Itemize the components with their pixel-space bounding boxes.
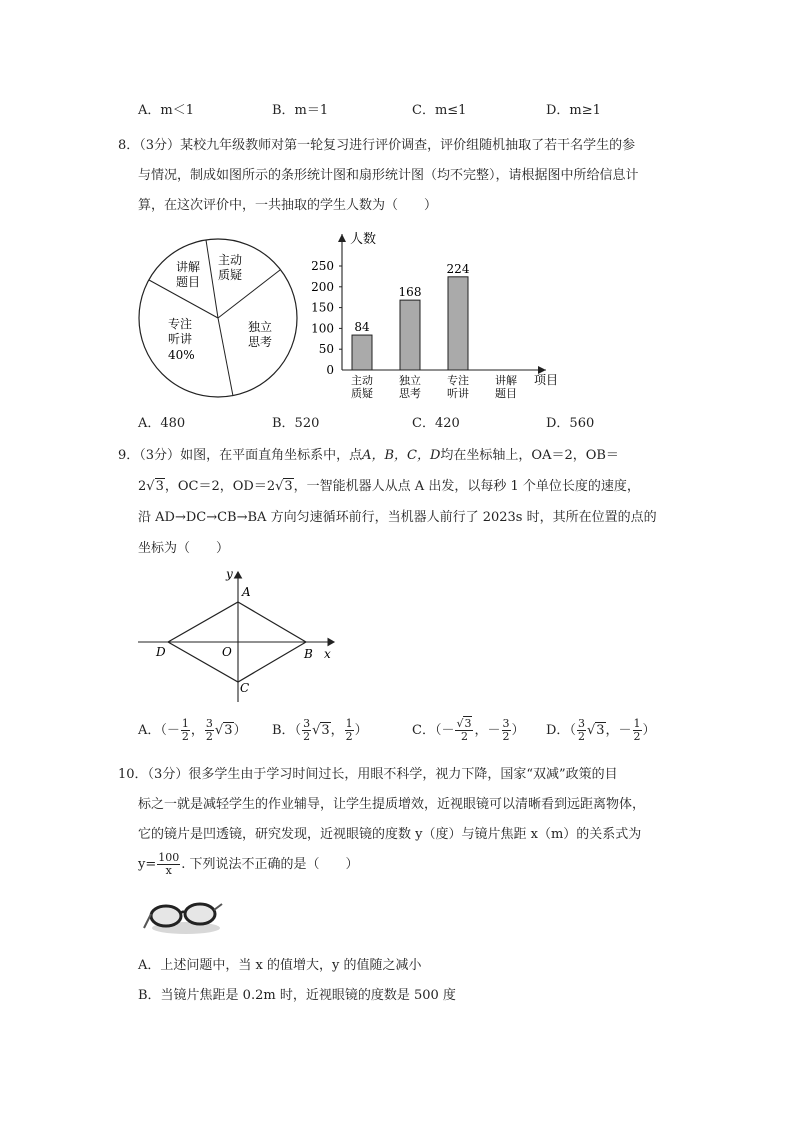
q9-option-d: D．（ $\frac{3}{2}$ √3，－ $\frac{1}{2}$ ） (546, 717, 656, 743)
q9-stem-line1: 9．（3分）如图，在平面直角坐标系中，点A，B，C，D均在坐标轴上，OA＝2，OB＝ (118, 448, 619, 463)
x-tick-label: 讲解 (495, 374, 517, 387)
y-axis-label: 人数 (350, 232, 377, 247)
q10-stem-line4: y= $\frac{100}{x}$ . 下列说法不正确的是（ ） (138, 851, 359, 877)
pie-label: 40% (168, 348, 195, 362)
x-tick-label: 主动 (351, 374, 373, 387)
q9-stem-line2: 2√3，OC＝2，OD＝2√3，一智能机器人从点 A 出发，以每秒 1 个单位长度的速度， (138, 479, 640, 494)
pie-label: 主动 (218, 253, 243, 267)
q10-stem-line1: 10．（3分）很多学生由于学习时间过长，用眼不科学，视力下降，国家“双减”政策的目 (118, 767, 618, 782)
q9-option-c: C．（－ $\frac{√3}{2}$ ，－ $\frac{3}{2}$ ） (412, 717, 525, 743)
x-tick-label: 质疑 (351, 387, 373, 400)
label-c: C (240, 681, 250, 695)
label-d: D (156, 645, 166, 659)
pie-label: 讲解 (176, 260, 201, 274)
bar-data-label: 224 (446, 261, 470, 276)
label-x: x (324, 647, 331, 661)
pie-label: 题目 (176, 275, 201, 289)
q8-option-b: B．520 (272, 416, 320, 431)
pie-divider (218, 318, 233, 396)
label-y: y (226, 567, 233, 581)
glasses-lens-left (151, 906, 181, 926)
x-tick-label: 专注 (447, 374, 469, 387)
y-axis-arrow (338, 234, 346, 242)
q10-option-a: A．上述问题中，当 x 的值增大，y 的值随之减小 (138, 958, 422, 973)
glasses-temple (214, 904, 222, 910)
label-b: B (304, 647, 313, 661)
q10-option-b: B．当镜片焦距是 0.2m 时，近视眼镜的度数是 500 度 (138, 988, 456, 1003)
q9-option-a: A．（－ $\frac{1}{2}$ ， $\frac{3}{2}$ √3） (138, 717, 247, 743)
q8-option-d: D．560 (546, 416, 595, 431)
y-tick-label: 50 (318, 342, 334, 357)
q7-option-c: C．m≤1 (412, 103, 467, 118)
q9-stem-line3: 沿 AD→DC→CB→BA 方向匀速循环前行，当机器人前行了 2023s 时，其所在位置的点的 (138, 510, 657, 525)
bar (352, 335, 372, 370)
q10-stem-line2: 标之一就是减轻学生的作业辅导，让学生提质增效，近视眼镜可以清晰看到远距离物体， (138, 797, 646, 812)
q7-option-a: A．m＜1 (138, 103, 194, 118)
q7-option-d: D．m≥1 (546, 103, 601, 118)
bar-data-label: 84 (354, 320, 370, 335)
glasses-bridge (180, 912, 186, 914)
x-tick-label: 思考 (399, 387, 421, 400)
glasses-image (142, 898, 224, 936)
pie-label: 思考 (248, 335, 273, 349)
q8-stem-line2: 与情况，制成如图所示的条形统计图和扇形统计图（均不完整），请根据图中所给信息计 (138, 168, 639, 183)
label-o: O (222, 645, 232, 659)
x-tick-label: 听讲 (447, 387, 469, 400)
pie-label: 质疑 (218, 268, 243, 282)
y-tick-label: 200 (311, 279, 334, 294)
label-a: A (242, 585, 251, 599)
pie-label: 独立 (248, 320, 273, 334)
q10-stem-line3: 它的镜片是凹透镜，研究发现，近视眼镜的度数 y（度）与镜片焦距 x（m）的关系式为 (138, 827, 642, 842)
bar (400, 300, 420, 370)
glasses-temple (144, 914, 151, 928)
y-tick-label: 100 (311, 321, 334, 336)
bar-data-label: 168 (398, 285, 422, 300)
q8-number: 8．（3分）某校九年级教师对第一轮复习进行评价调查，评价组随机抽取了若干名学生的参 (118, 138, 636, 153)
q9-stem-line4: 坐标为（ ） (138, 541, 230, 556)
x-axis-label: 项目 (534, 373, 559, 387)
bar-chart (306, 226, 576, 406)
glasses-lens-right (185, 904, 215, 924)
pie-chart (136, 236, 302, 402)
formula: y= $\frac{100}{x}$ (138, 851, 180, 877)
q8-stem-line3: 算，在这次评价中，一共抽取的学生人数为（ ） (138, 198, 438, 213)
y-tick-label: 150 (311, 300, 334, 315)
x-tick-label: 题目 (495, 387, 517, 400)
q9-option-b: B．（ $\frac{3}{2}$ √3， $\frac{1}{2}$ ） (272, 717, 368, 743)
q8-stem-line1: 某校九年级教师对第一轮复习进行评价调查，评价组随机抽取了若干名学生的参 (180, 138, 636, 153)
y-tick-label: 250 (311, 259, 334, 273)
q7-option-b: B．m＝1 (272, 103, 329, 118)
q8-option-a: A．480 (138, 416, 186, 431)
pie-label: 听讲 (168, 332, 193, 346)
q8-option-c: C．420 (412, 416, 460, 431)
y-tick-label: 0 (326, 363, 334, 377)
pie-label: 专注 (168, 317, 193, 331)
bar (448, 277, 468, 370)
coordinate-figure (138, 566, 344, 706)
x-tick-label: 独立 (399, 374, 421, 387)
pie-divider (206, 240, 218, 318)
